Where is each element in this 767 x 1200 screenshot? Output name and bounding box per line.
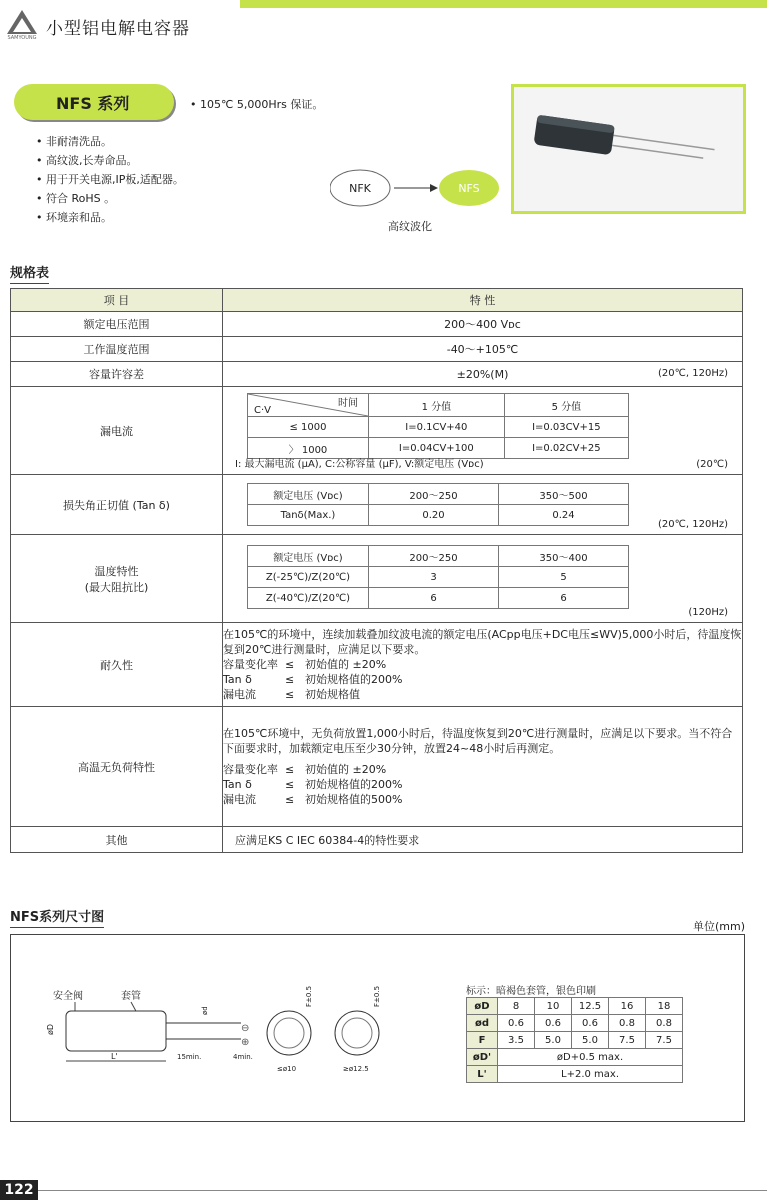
capacitor-image [514, 87, 743, 211]
leakage-col-5min: 5 分值 [504, 394, 628, 417]
samyoung-logo [4, 8, 40, 40]
leakage-corner: 时间 C·V [248, 394, 369, 417]
spec-label: 耐久性 [11, 623, 223, 707]
endurance-cell: 在105℃的环境中，连续加载叠加纹波电流的额定电压(ACpp电压+DC电压≤WV)5,000小时后，待温度恢复到20℃进行测量时，应满足以下要求。 容量变化率 ≤ 初始值的 ±20% Tan δ ≤ 初始规格值的200% 漏电流 ≤ 初始规格值 [223, 623, 743, 707]
dims-section-title: NFS系列尺寸图 [10, 906, 104, 928]
shelf-text: 在105℃环境中，无负荷放置1,000小时后，待温度恢复到20℃进行测量时，应满足以下要求。当不符合下面要求时，加载额定电压至少30分钟，放置24~48小时后再测定。 [223, 727, 733, 755]
feature-item: • 非耐清洗品。 [46, 132, 184, 151]
leakage-note: (20℃) [696, 459, 728, 470]
svg-text:4min.: 4min. [233, 1053, 253, 1061]
spec-label: 温度特性 (最大阻抗比) [11, 535, 223, 623]
svg-text:øD: øD [46, 1023, 55, 1035]
spec-label: 漏电流 [11, 387, 223, 475]
dims-unit: 单位(mm) [692, 920, 745, 933]
flow-caption: 高纹波化 [388, 220, 432, 233]
svg-text:⊖: ⊖ [241, 1023, 250, 1034]
spec-label: 容量许容差 [11, 362, 223, 387]
shelf-cell: 在105℃环境中，无负荷放置1,000小时后，待温度恢复到20℃进行测量时，应满足以下要求。当不符合下面要求时，加载额定电压至少30分钟，放置24~48小时后再测定。 容量变化率 ≤ 初始值的 ±20% Tan δ ≤ 初始规格值的200% 漏电流 ≤ 初始规格值的500% [223, 707, 743, 827]
tan-note: (20℃, 120Hz) [658, 519, 728, 530]
spec-head-item: 项 目 [11, 289, 223, 312]
table-row: øD 8 10 12.5 16 18 [467, 998, 683, 1015]
table-row: Tanδ(Max.) 0.20 0.24 [248, 505, 629, 526]
svg-text:F±0.5: F±0.5 [305, 985, 313, 1007]
product-photo [511, 84, 746, 214]
spec-value: -40～+105℃ [223, 337, 743, 362]
spec-row [11, 827, 743, 853]
table-row: 〉 1000 I=0.04CV+100 I=0.02CV+25 [248, 438, 629, 459]
feature-item: • 符合 RoHS 。 [46, 189, 184, 208]
spec-value: 应满足KS C IEC 60384-4的特性要求 [223, 827, 743, 853]
spec-label: 损失角正切值 (Tan δ) [11, 475, 223, 535]
dimension-table [466, 997, 683, 1083]
spec-label: 其他 [11, 827, 223, 853]
svg-text:⊕: ⊕ [241, 1037, 250, 1048]
spec-table [10, 288, 743, 853]
headline: • 105℃ 5,000Hrs 保证。 [190, 98, 324, 111]
to-series-label: NFS [458, 182, 480, 195]
series-tab-label: NFS 系列 [56, 94, 130, 113]
tan-cell [223, 475, 743, 535]
from-series-label: NFK [349, 182, 371, 195]
svg-text:SAMYOUNG: SAMYOUNG [7, 35, 37, 40]
series-tab [14, 84, 174, 120]
marking-note: 标示：暗褐色套管，银色印刷 [466, 986, 596, 997]
table-row: L' L+2.0 max. [467, 1066, 683, 1083]
svg-text:≥ø12.5: ≥ø12.5 [343, 1065, 369, 1073]
spec-label: 额定电压范围 [11, 312, 223, 337]
svg-text:≤ø10: ≤ø10 [277, 1065, 297, 1073]
svg-text:F±0.5: F±0.5 [373, 985, 381, 1007]
spec-value: 200～400 Vᴅᴄ [223, 312, 743, 337]
temp-char-table: 额定电压 (Vᴅᴄ) 200～250 350～400 Z(-25℃)/Z(20℃) 3 5 Z(-40℃)/Z(20℃) 6 6 [247, 545, 629, 609]
spec-row [11, 707, 743, 827]
top-accent-bar [240, 0, 767, 8]
leakage-cell [223, 387, 743, 475]
table-row: Z(-40℃)/Z(20℃) 6 6 [248, 588, 629, 609]
feature-item: • 高纹波,长寿命品。 [46, 151, 184, 170]
endurance-text: 在105℃的环境中，连续加载叠加纹波电流的额定电压(ACpp电压+DC电压≤WV)5,000小时后，待温度恢复到20℃进行测量时，应满足以下要求。 [223, 628, 742, 656]
tan-table: 额定电压 (Vᴅᴄ) 200～250 350～500 Tanδ(Max.) 0.20 0.24 [247, 483, 629, 526]
spec-label: 工作温度范围 [11, 337, 223, 362]
feature-list [46, 132, 184, 227]
leakage-footnote: I: 最大漏电流 (μA), C:公称容量 (μF), V:额定电压 (Vᴅᴄ) [235, 459, 484, 470]
spec-row [11, 535, 743, 623]
feature-item: • 环境亲和品。 [46, 208, 184, 227]
spec-head-char: 特 性 [223, 289, 743, 312]
leakage-col-1min: 1 分值 [369, 394, 505, 417]
spec-row [11, 387, 743, 475]
spec-header-row [11, 289, 743, 312]
capacitor-body [66, 1011, 166, 1051]
table-row: Z(-25℃)/Z(20℃) 3 5 [248, 567, 629, 588]
spec-row [11, 475, 743, 535]
spec-label: 高温无负荷特性 [11, 707, 223, 827]
flow-arrow-head [430, 184, 438, 192]
spec-row [11, 312, 743, 337]
document-title: 小型铝电解电容器 [46, 19, 190, 39]
svg-text:套管: 套管 [121, 991, 141, 1002]
spec-row [11, 623, 743, 707]
tolerance-note: (20℃, 120Hz) [658, 368, 728, 379]
spec-section-title: 规格表 [10, 262, 49, 284]
table-row: F 3.5 5.0 5.0 7.5 7.5 [467, 1032, 683, 1049]
svg-text:ød: ød [201, 1006, 209, 1015]
dimension-drawing [11, 935, 451, 1121]
spec-value [223, 362, 743, 387]
table-row: ød 0.6 0.6 0.6 0.8 0.8 [467, 1015, 683, 1032]
spec-row [11, 362, 743, 387]
svg-text:安全阀: 安全阀 [53, 991, 83, 1002]
svg-text:L': L' [111, 1052, 118, 1061]
table-row: ≤ 1000 I=0.1CV+40 I=0.03CV+15 [248, 417, 629, 438]
spec-row [11, 337, 743, 362]
temp-char-cell [223, 535, 743, 623]
footer-line [38, 1190, 767, 1191]
table-row: øD' øD+0.5 max. [467, 1049, 683, 1066]
leakage-table [247, 393, 629, 459]
svg-text:15min.: 15min. [177, 1053, 202, 1061]
page-number: 122 [0, 1180, 38, 1200]
tolerance-value: ±20%(M) [456, 367, 509, 381]
feature-item: • 用于开关电源,IP板,适配器。 [46, 170, 184, 189]
temp-char-note: (120Hz) [688, 607, 728, 618]
